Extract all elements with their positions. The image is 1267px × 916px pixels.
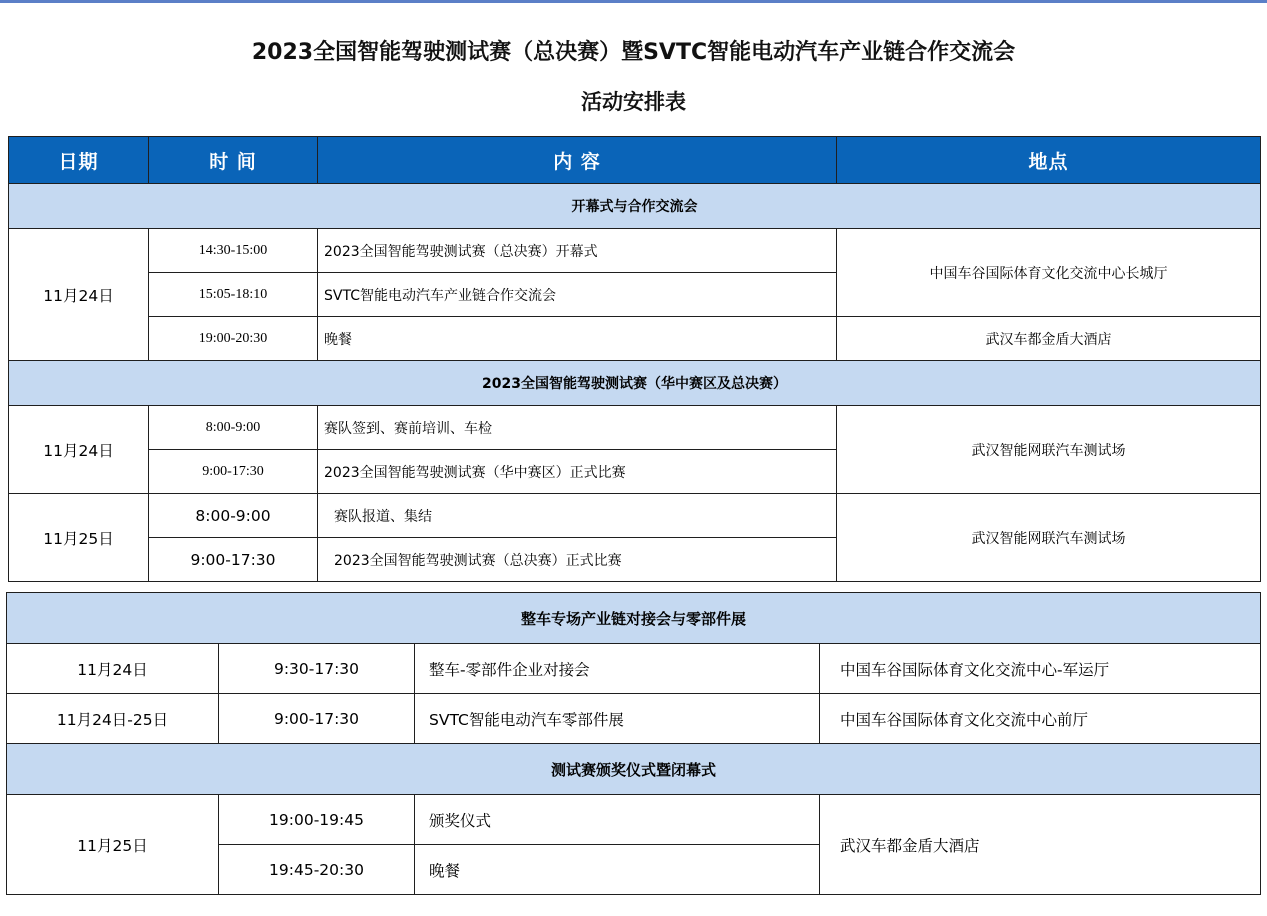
content-cell: 赛队签到、赛前培训、车检 xyxy=(318,406,837,450)
table-row xyxy=(9,494,1261,538)
place-cell: 武汉车都金盾大酒店 xyxy=(820,795,1261,895)
time-cell: 19:00-19:45 xyxy=(219,795,415,845)
time-cell: 19:45-20:30 xyxy=(219,845,415,895)
schedule-table-main xyxy=(8,136,1261,582)
content-cell: 2023全国智能驾驶测试赛（华中赛区）正式比赛 xyxy=(318,450,837,494)
time-cell: 8:00-9:00 xyxy=(149,494,318,538)
top-accent-line xyxy=(0,0,1267,3)
time-cell: 15:05-18:10 xyxy=(149,273,318,317)
table-header-row xyxy=(9,137,1261,184)
section-header-row xyxy=(7,744,1261,795)
time-cell: 19:00-20:30 xyxy=(149,317,318,361)
date-cell: 11月24日 xyxy=(9,406,149,494)
content-cell: 颁奖仪式 xyxy=(415,795,820,845)
section-title-contest: 2023全国智能驾驶测试赛（华中赛区及总决赛） xyxy=(9,361,1261,406)
header-date: 日期 xyxy=(9,137,149,184)
time-cell: 9:00-17:30 xyxy=(219,694,415,744)
content-cell: 整车-零部件企业对接会 xyxy=(415,644,820,694)
place-cell: 武汉智能网联汽车测试场 xyxy=(837,494,1261,582)
schedule-table-expo xyxy=(6,592,1261,895)
date-cell: 11月24日-25日 xyxy=(7,694,219,744)
time-cell: 9:00-17:30 xyxy=(149,538,318,582)
content-cell: 赛队报道、集结 xyxy=(318,494,837,538)
table-row xyxy=(9,406,1261,450)
time-cell: 9:30-17:30 xyxy=(219,644,415,694)
place-cell: 中国车谷国际体育文化交流中心长城厅 xyxy=(837,229,1261,317)
section-title-opening: 开幕式与合作交流会 xyxy=(9,184,1261,229)
table-row xyxy=(7,795,1261,845)
page-subtitle: 活动安排表 xyxy=(581,90,686,114)
table-row xyxy=(9,229,1261,273)
content-cell: 晚餐 xyxy=(318,317,837,361)
header-place: 地点 xyxy=(837,137,1261,184)
content-cell: 2023全国智能驾驶测试赛（总决赛）正式比赛 xyxy=(318,538,837,582)
header-time: 时 间 xyxy=(149,137,318,184)
table-row xyxy=(9,317,1261,361)
content-cell: SVTC智能电动汽车产业链合作交流会 xyxy=(318,273,837,317)
header-content: 内 容 xyxy=(318,137,837,184)
date-cell: 11月25日 xyxy=(9,494,149,582)
date-cell: 11月25日 xyxy=(7,795,219,895)
content-cell: SVTC智能电动汽车零部件展 xyxy=(415,694,820,744)
section-header-row xyxy=(7,593,1261,644)
content-cell: 2023全国智能驾驶测试赛（总决赛）开幕式 xyxy=(318,229,837,273)
place-cell: 武汉车都金盾大酒店 xyxy=(837,317,1261,361)
table-row xyxy=(7,694,1261,744)
section-title-awards: 测试赛颁奖仪式暨闭幕式 xyxy=(7,744,1261,795)
time-cell: 9:00-17:30 xyxy=(149,450,318,494)
section-header-row xyxy=(9,361,1261,406)
page-title: 2023全国智能驾驶测试赛（总决赛）暨SVTC智能电动汽车产业链合作交流会 xyxy=(251,40,1016,65)
section-header-row xyxy=(9,184,1261,229)
place-cell: 中国车谷国际体育文化交流中心前厅 xyxy=(820,694,1261,744)
table-row xyxy=(7,644,1261,694)
content-cell: 晚餐 xyxy=(415,845,820,895)
time-cell: 8:00-9:00 xyxy=(149,406,318,450)
date-cell: 11月24日 xyxy=(9,229,149,361)
place-cell: 中国车谷国际体育文化交流中心-军运厅 xyxy=(820,644,1261,694)
place-cell: 武汉智能网联汽车测试场 xyxy=(837,406,1261,494)
date-cell: 11月24日 xyxy=(7,644,219,694)
section-title-expo: 整车专场产业链对接会与零部件展 xyxy=(7,593,1261,644)
time-cell: 14:30-15:00 xyxy=(149,229,318,273)
